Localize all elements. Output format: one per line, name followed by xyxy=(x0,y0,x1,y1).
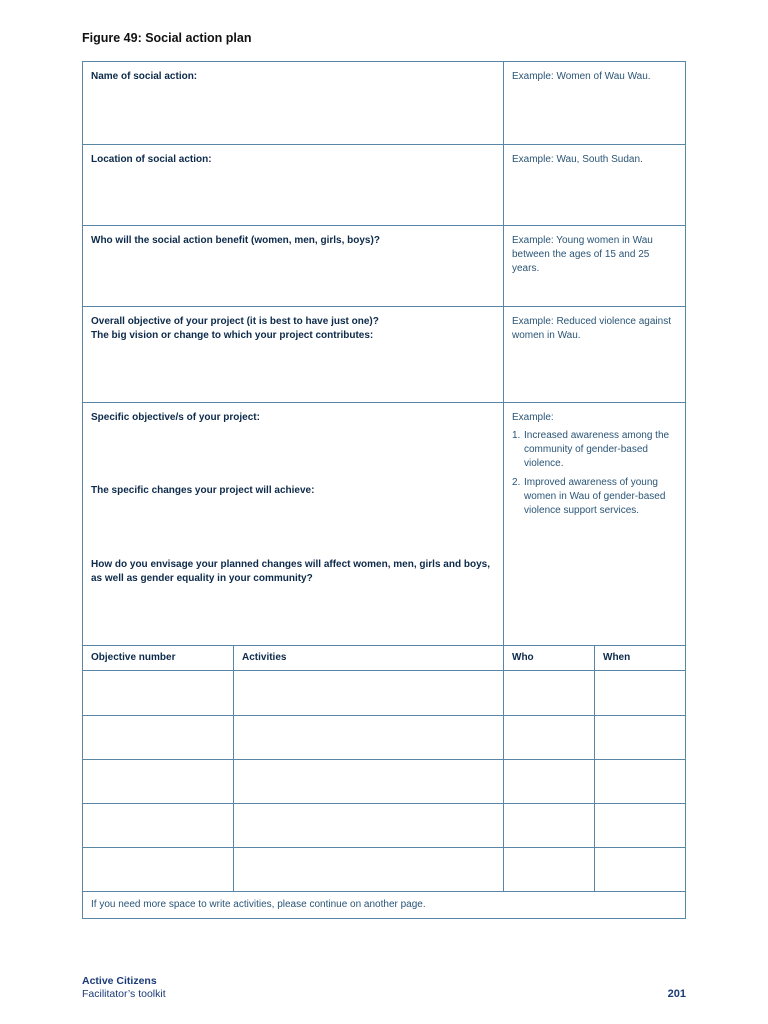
table-row xyxy=(83,671,685,716)
table-note-row xyxy=(83,892,685,918)
overall-objective-row xyxy=(83,307,685,403)
example-item xyxy=(512,429,677,471)
example-heading: Example: xyxy=(512,412,554,423)
overall-objective-label xyxy=(83,307,504,402)
header-when: When xyxy=(603,652,631,663)
location-label: Location of social action: xyxy=(83,145,504,225)
activities-cell[interactable] xyxy=(234,760,504,803)
who-cell[interactable] xyxy=(504,760,595,803)
objective-number-cell[interactable] xyxy=(83,671,234,715)
example-item-number: 2. xyxy=(512,477,521,488)
social-action-plan-form xyxy=(82,61,686,919)
table-row xyxy=(83,716,685,760)
page-number: 201 xyxy=(667,988,686,1000)
beneficiaries-example: Example: Young women in Wau between the ages of 15 and 25 years. xyxy=(512,235,653,274)
specific-objectives-example xyxy=(504,403,685,645)
when-cell[interactable] xyxy=(595,716,685,759)
header-who: Who xyxy=(504,646,595,670)
objective-number-cell[interactable] xyxy=(83,760,234,803)
page-footer xyxy=(82,975,166,1001)
beneficiaries-label: Who will the social action benefit (women, men, girls, boys)? xyxy=(83,226,504,306)
specific-changes-question: The specific changes your project will achieve: xyxy=(91,485,315,496)
example-item xyxy=(512,476,677,518)
specific-objectives-question: Specific objective/s of your project: xyxy=(91,412,260,423)
activities-cell[interactable] xyxy=(234,848,504,891)
activities-cell[interactable] xyxy=(234,716,504,759)
name-example: Example: Women of Wau Wau. xyxy=(512,71,651,82)
big-vision-question: The big vision or change to which your project contributes: xyxy=(91,330,374,341)
overall-objective-question: Overall objective of your project (it is best to have just one)? xyxy=(91,316,379,327)
figure-title: Figure 49: Social action plan xyxy=(82,31,252,45)
name-label: Name of social action: xyxy=(83,62,504,144)
objective-number-cell[interactable] xyxy=(83,804,234,847)
objective-number-cell[interactable] xyxy=(83,716,234,759)
specific-objectives-questions xyxy=(83,403,504,645)
activities-cell[interactable] xyxy=(234,804,504,847)
gender-effects-question: How do you envisage your planned changes will affect women, men, girls and boys, as well as gender equality in your community? xyxy=(91,559,490,584)
example-item-text: Improved awareness of young women in Wau of gender-based violence support services. xyxy=(524,477,666,516)
name-row xyxy=(83,62,685,145)
beneficiaries-row xyxy=(83,226,685,307)
when-cell[interactable] xyxy=(595,804,685,847)
activities-table-header xyxy=(83,646,685,671)
example-item-text: Increased awareness among the community of gender-based violence. xyxy=(524,430,670,469)
header-activities: Activities xyxy=(234,646,504,670)
who-cell[interactable] xyxy=(504,671,595,715)
overall-objective-example: Example: Reduced violence against women in Wau. xyxy=(512,316,671,341)
when-cell[interactable] xyxy=(595,848,685,891)
footer-brand: Active Citizens xyxy=(82,975,157,987)
specific-objectives-row xyxy=(83,403,685,646)
who-cell[interactable] xyxy=(504,716,595,759)
table-row xyxy=(83,804,685,848)
table-note: If you need more space to write activities, please continue on another page. xyxy=(91,899,426,910)
who-cell[interactable] xyxy=(504,848,595,891)
when-cell[interactable] xyxy=(595,671,685,715)
footer-subtitle: Facilitator’s toolkit xyxy=(82,988,166,1000)
table-row xyxy=(83,760,685,804)
example-item-number: 1. xyxy=(512,430,521,441)
location-example: Example: Wau, South Sudan. xyxy=(512,154,643,165)
location-row xyxy=(83,145,685,226)
activities-cell[interactable] xyxy=(234,671,504,715)
objective-number-cell[interactable] xyxy=(83,848,234,891)
table-row xyxy=(83,848,685,892)
example-list xyxy=(512,429,677,518)
header-objective-number: Objective number xyxy=(83,646,234,670)
who-cell[interactable] xyxy=(504,804,595,847)
when-cell[interactable] xyxy=(595,760,685,803)
